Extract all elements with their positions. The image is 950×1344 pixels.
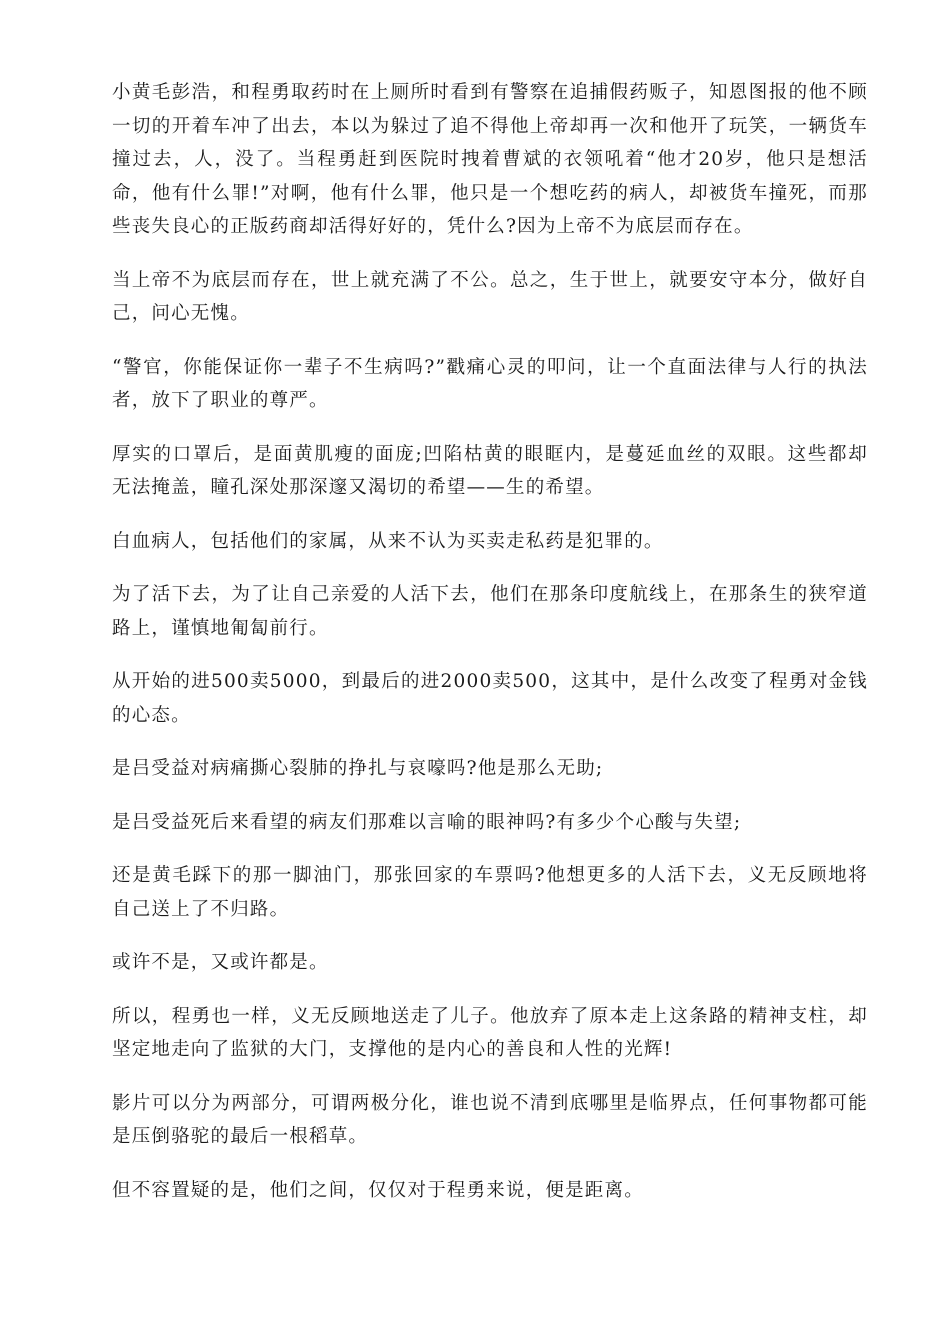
paragraph-3: “警官，你能保证你一辈子不生病吗?”戳痛心灵的叩问，让一个直面法律与人行的执法者，放下了职业的尊严。 [112, 356, 868, 411]
paragraph-4: 厚实的口罩后，是面黄肌瘦的面庞;凹陷枯黄的眼眶内，是蔓延血丝的双眼。这些都却无法掩盖，瞳孔深处那深邃又渴切的希望——生的希望。 [112, 443, 868, 498]
paragraph-1: 小黄毛彭浩，和程勇取药时在上厕所时看到有警察在追捕假药贩子，知恩图报的他不顾一切的开着车冲了出去，本以为躲过了追不得他上帝却再一次和他开了玩笑，一辆货车撞过去，人，没了。当程勇赶到医院时拽着曹斌的衣领吼着“他才20岁，他只是想活命，他有什么罪!”对啊，他有什么罪，他只是一个想吃药的病人，却被货车撞死，而那些丧失良心的正版药商却活得好好的，凭什么?因为上帝不为底层而存在。 [112, 82, 868, 237]
paragraph-8: 是吕受益对病痛撕心裂肺的挣扎与哀嚎吗?他是那么无助; [112, 758, 604, 779]
paragraph-7: 从开始的进500卖5000，到最后的进2000卖500，这其中，是什么改变了程勇对金钱的心态。 [112, 671, 868, 726]
paragraph-14: 但不容置疑的是，他们之间，仅仅对于程勇来说，便是距离。 [112, 1179, 644, 1201]
paragraph-5: 白血病人，包括他们的家属，从来不认为买卖走私药是犯罪的。 [112, 530, 664, 552]
paragraph-6: 为了活下去，为了让自己亲爱的人活下去，他们在那条印度航线上，在那条生的狭窄道路上，谨慎地匍匐前行。 [112, 584, 868, 639]
paragraph-10: 还是黄毛踩下的那一脚油门，那张回家的车票吗?他想更多的人活下去，义无反顾地将自己送上了不归路。 [112, 865, 868, 920]
paragraph-13: 影片可以分为两部分，可谓两极分化，谁也说不清到底哪里是临界点，任何事物都可能是压倒骆驼的最后一根稻草。 [112, 1092, 868, 1147]
paragraph-11: 或许不是，又或许都是。 [112, 952, 329, 973]
paragraph-12: 所以，程勇也一样，义无反顾地送走了儿子。他放弃了原本走上这条路的精神支柱，却坚定地走向了监狱的大门，支撑他的是内心的善良和人性的光辉! [112, 1005, 868, 1060]
paragraph-2: 当上帝不为底层而存在，世上就充满了不公。总之，生于世上，就要安守本分，做好自己，问心无愧。 [112, 269, 868, 324]
paragraph-9: 是吕受益死后来看望的病友们那难以言喻的眼神吗?有多少个心酸与失望; [112, 811, 742, 833]
